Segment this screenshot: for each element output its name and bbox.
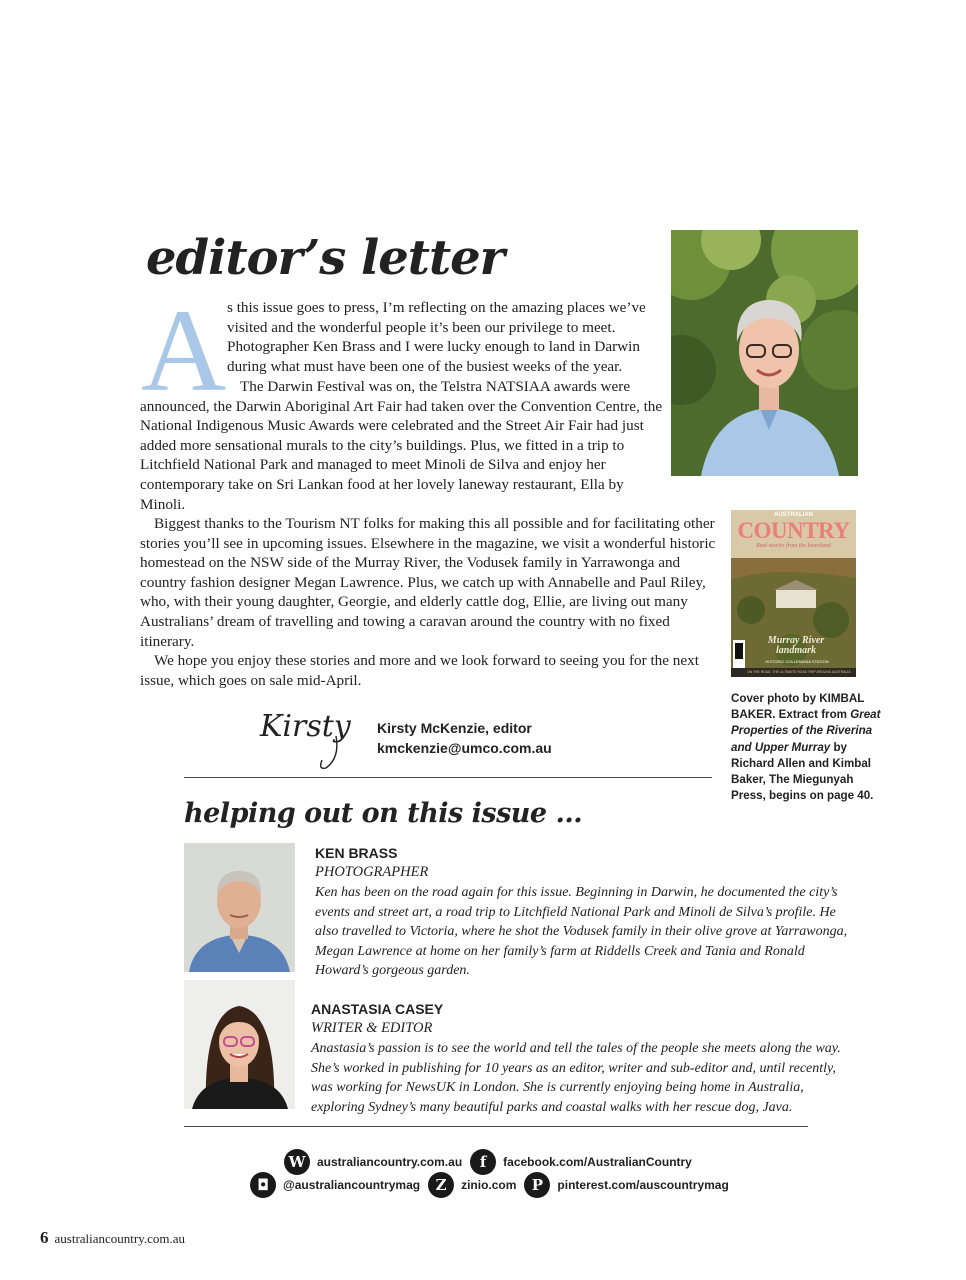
cover-caption-book: Great Properties of the Riverina and Upper Murray: [731, 708, 881, 754]
cover-strip: ON THE ROAD: THE ULTIMATE ROAD TRIP AROUND AUSTRALIA: [747, 670, 851, 674]
contributor-bio: Anastasia’s passion is to see the world and tell the tales of the people she meets along the way. She’s worked in publishing for 10 years as an editor, writer and sub-editor and, until recently, was working for NewsUK in London. She is currently enjoying being home in Australia, exploring Sydney’s many beautiful parks and coastal walks with her rescue dog, Java.: [311, 1041, 841, 1115]
zinio-icon: Z: [428, 1172, 454, 1198]
signature-script: Kirsty: [260, 709, 351, 744]
website-link[interactable]: australiancountry.com.au: [317, 1155, 463, 1169]
contributor-photo-ken-brass: [184, 843, 295, 972]
contributors-heading: helping out on this issue ...: [184, 798, 583, 829]
letter-paragraph-2: The Darwin Festival was on, the Telstra NATSIAA awards were announced, the Darwin Aboriginal Art Fair had taken over the Convention Centre, the National Indigenous Music Awards were celebrated and the Street Air Fair had just added more sensational murals to the city’s buildings. Plus, we fitted in a trip to Litchfield National Park and managed to meet Minoli de Silva and enjoy her contemporary take on Sri Lankan food at her lovely laneway restaurant, Ella by Minoli.: [140, 378, 663, 513]
editor-name: Kirsty McKenzie, editor: [377, 720, 532, 736]
cover-masthead-small: AUSTRALIAN: [774, 512, 813, 518]
signature-graphic: [258, 698, 368, 770]
facebook-icon: f: [470, 1149, 496, 1175]
pinterest-icon: P: [524, 1172, 550, 1198]
letter-paragraph-4: We hope you enjoy these stories and more and we look forward to seeing you for the next issue, which goes on sale mid-April.: [140, 652, 699, 689]
social-row-2: [250, 1172, 729, 1198]
cover-caption: [731, 691, 891, 804]
cover-caption-prefix: Cover photo by KIMBAL BAKER. Extract from: [731, 692, 865, 722]
page-footer: [40, 1228, 185, 1248]
contributor-bio: Ken has been on the road again for this issue. Beginning in Darwin, he documented the city’s events and street art, a road trip to Litchfield National Park and Minoli de Silva’s profile. He also travelled to Victoria, where he shot the Vodusek family in their olive grove at Yarrawonga, Megan Lawrence at home on her family’s farm at Riddells Creek and Tania and Ronald Howard’s gorgeous garden.: [315, 885, 848, 979]
cover-masthead: COUNTRY: [737, 518, 850, 543]
footer-site: australiancountry.com.au: [54, 1231, 186, 1246]
contributor-role: PHOTOGRAPHER: [315, 864, 429, 880]
pinterest-link[interactable]: pinterest.com/auscountrymag: [557, 1178, 729, 1192]
instagram-link[interactable]: @australiancountrymag: [283, 1178, 421, 1192]
cover-subhead: HISTORIC COLLENDINA STATION: [765, 659, 829, 664]
instagram-icon: ◘: [250, 1172, 276, 1198]
editor-portrait: [671, 230, 858, 476]
editor-credit: [377, 718, 552, 758]
drop-cap: A: [141, 285, 227, 416]
contributor-name: KEN BRASS: [315, 845, 398, 861]
contributor-photo-anastasia-casey: [184, 980, 295, 1109]
page-title: editor’s letter: [146, 230, 504, 286]
magazine-cover-image: [731, 510, 856, 677]
contributor-name: ANASTASIA CASEY: [311, 1001, 444, 1017]
wordpress-icon: W: [284, 1149, 310, 1175]
editor-email-link[interactable]: kmckenzie@umco.com.au: [377, 740, 552, 756]
page-number: 6: [40, 1228, 49, 1247]
cover-caption-suffix: by Richard Allen and Kimbal Baker, The Miegunyah Press, begins on page 40.: [731, 740, 874, 803]
divider: [184, 777, 712, 778]
divider: [184, 1126, 808, 1127]
contributor-role: WRITER & EDITOR: [311, 1020, 433, 1036]
cover-headline: Murray River landmark: [767, 635, 825, 656]
zinio-link[interactable]: zinio.com: [461, 1178, 517, 1192]
cover-tagline: Real stories from the heartland: [756, 543, 831, 549]
letter-paragraph-3: Biggest thanks to the Tourism NT folks for making this all possible and for facilitating other stories you’ll see in upcoming issues. Elsewhere in the magazine, we visit a wonderful historic homestead on the NSW side of the Murray River, the Vodusek family in Yarrawonga and country fashion designer Megan Lawrence. Plus, we catch up with Annabelle and Paul Riley, who, with their young daughter, Georgie, and elderly cattle dog, Ellie, are living out many Australians’ dream of travelling and towing a caravan around the country with no fixed itinerary.: [140, 515, 716, 650]
letter-paragraph-1: s this issue goes to press, I’m reflecting on the amazing places we’ve visited and the wonderful people it’s been our privilege to meet. Photographer Ken Brass and I were lucky enough to land in Darwin during what must have been one of the busiest weeks of the year.: [227, 299, 646, 375]
editor-signature: [258, 698, 368, 770]
facebook-link[interactable]: facebook.com/AustralianCountry: [503, 1155, 692, 1169]
